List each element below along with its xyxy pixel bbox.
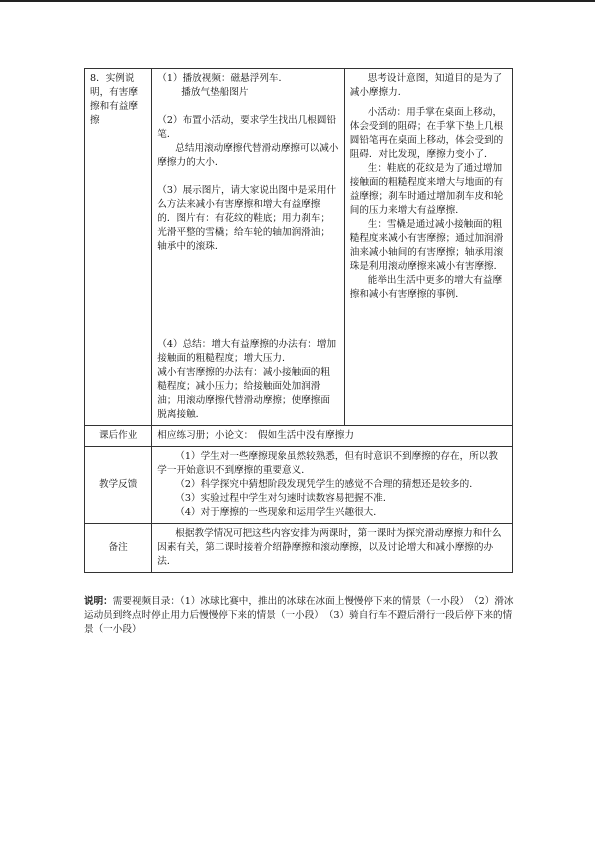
feedback-item-2: （2）科学探究中猜想阶段发现凭学生的感觉不合理的猜想还是较多的． bbox=[175, 479, 479, 490]
homework-label: 课后作业 bbox=[98, 430, 138, 441]
teacher-step1a: （1）播放视频：磁悬浮列车． bbox=[157, 73, 289, 84]
homework-content: 相应练习册；小论文： 假如生活中没有摩擦力 bbox=[157, 430, 354, 441]
student-para2: 小活动：用手掌在桌面上移动，体会受到的阻碍；在手掌下垫上几根圆铅笔再在桌面上移动，体会受到的阻碍．对比发现，摩擦力变小了． bbox=[349, 107, 504, 160]
teacher-step1b: 播放气垫船图片 bbox=[181, 87, 249, 98]
teacher-step2b: 总结用滚动摩擦代替滑动摩擦可以减小摩擦力的大小． bbox=[157, 143, 339, 168]
footnote bbox=[84, 595, 514, 637]
teacher-step4b: 减小有害摩擦的办法有：减小接触面的粗糙程度；减小压力；给接触面处加润滑油；用滚动摩擦代替滑动摩擦；使摩擦面脱离接触． bbox=[157, 367, 330, 420]
feedback-content-cell bbox=[152, 447, 513, 524]
homework-row bbox=[85, 426, 513, 447]
teacher-step2a: （2）布置小活动，要求学生找出几根圆铅笔． bbox=[157, 115, 337, 140]
feedback-label: 教学反馈 bbox=[98, 479, 138, 490]
section8-row bbox=[85, 69, 513, 426]
student-para3: 生：鞋底的花纹是为了通过增加接触面的粗糙程度来增大与地面的有益摩擦；刹车时通过增加刹车皮和轮间的压力来增大有益摩擦． bbox=[349, 163, 504, 216]
student-activity-cell bbox=[344, 69, 512, 426]
remarks-row bbox=[85, 524, 513, 573]
student-para4: 生：雪橇是通过减小接触面的粗糙程度来减小有害摩擦；通过加润滑油来减小轴间的有害摩擦；轴承用滚珠是利用滚动摩擦来减小有害摩擦． bbox=[349, 219, 504, 272]
homework-label-cell bbox=[85, 426, 152, 447]
remarks-content: 根据教学情况可把这些内容安排为两课时，第一课时为探究滑动摩擦力和什么因素有关，第二课时接着介绍静摩擦和滚动摩擦，以及讨论增大和减小摩擦的办法． bbox=[157, 528, 502, 567]
section8-label-cell bbox=[85, 69, 152, 426]
homework-content-cell bbox=[152, 426, 513, 447]
feedback-item-4: （4）对于摩擦的一些现象和运用学生兴趣很大． bbox=[175, 507, 383, 518]
teacher-step4a: （4）总结：增大有益摩擦的办法有：增加接触面的粗糙程度；增大压力． bbox=[157, 339, 337, 364]
teacher-step3: （3）展示图片，请大家说出图中是采用什么方法来减小有害摩擦和增大有益摩擦的．图片有：有花纹的鞋底；用力刹车；光滑平整的雪橇；给车轮的轴加润滑油；轴承中的滚珠． bbox=[157, 185, 337, 252]
feedback-item-1: （1）学生对一些摩擦现象虽然较熟悉，但有时意识不到摩擦的存在，所以教学一开始意识不到摩擦的重要意义． bbox=[157, 451, 498, 476]
student-para5: 能举出生活中更多的增大有益摩擦和减小有害摩擦的事例． bbox=[349, 275, 503, 300]
feedback-row bbox=[85, 447, 513, 524]
footnote-label: 说明： bbox=[84, 596, 113, 607]
remarks-content-cell bbox=[152, 524, 513, 573]
remarks-label-cell bbox=[85, 524, 152, 573]
footnote-text: 需要视频目录：（1）冰球比赛中，推出的冰球在冰面上慢慢停下来的情景（一小段） （2）滑冰运动员到终点时停止用力后慢慢停下来的情景（一小段） （3）骑自行车不蹬后滑行一段后停下来的情景（一小段） bbox=[84, 596, 514, 635]
feedback-label-cell bbox=[85, 447, 152, 524]
student-para1: 思考设计意图，知道目的是为了减小摩擦力． bbox=[349, 73, 503, 98]
lesson-table bbox=[84, 68, 513, 573]
section8-label: 8．实例说明，有害摩擦和有益摩擦 bbox=[90, 73, 138, 126]
teacher-activity-cell bbox=[152, 69, 344, 426]
feedback-item-3: （3）实验过程中学生对匀速时读数容易把握不准． bbox=[175, 493, 393, 504]
remarks-label: 备注 bbox=[108, 542, 128, 553]
top-rule bbox=[0, 0, 595, 2]
